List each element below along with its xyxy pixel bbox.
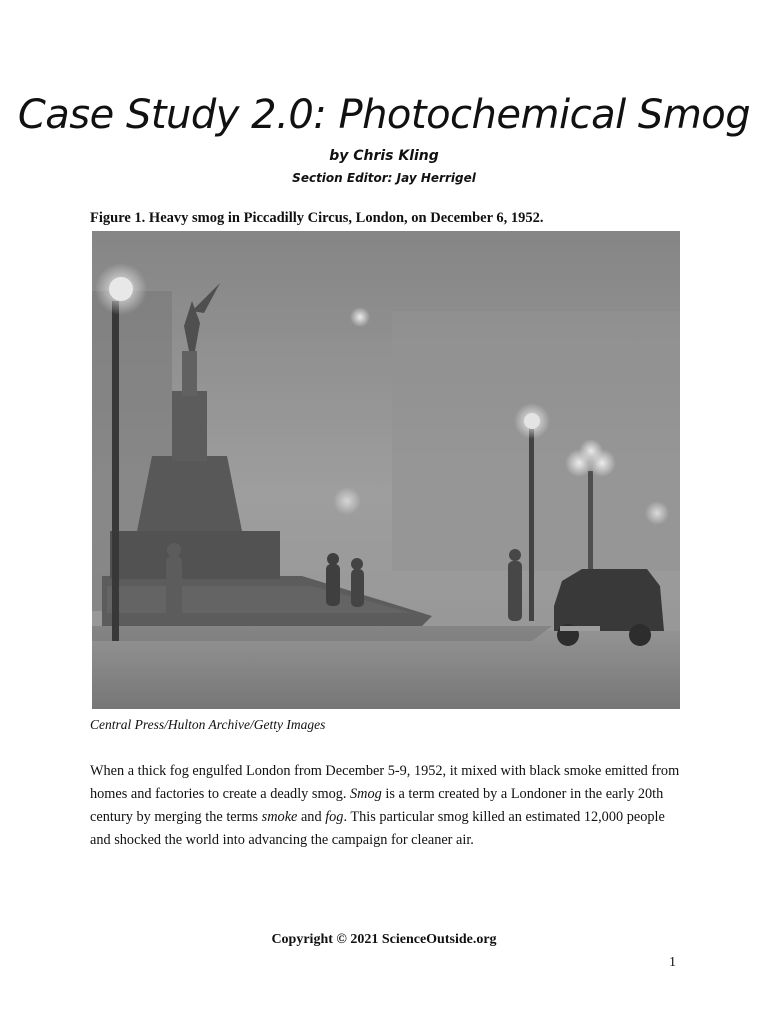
body-text-part: is a term created by a Londoner in the early 20th century by merging the terms — [90, 786, 664, 825]
body-text-part: . This particular smog killed an estimated 12,000 people and shocked the world into advancing the campaign for cleaner air. — [90, 809, 665, 848]
smog-photograph — [92, 231, 680, 709]
body-text-part: When a thick fog engulfed London from December 5-9, 1952, it mixed with black smoke emitted from homes and factories to create a deadly smog. — [90, 763, 680, 802]
author-byline: by Chris Kling — [329, 148, 439, 164]
page-number: 1 — [669, 955, 676, 970]
document-title: Case Study 2.0: Photochemical Smog — [17, 92, 751, 138]
term-smog: Smog — [350, 786, 382, 802]
photo-credit: Central Press/Hulton Archive/Getty Images — [90, 717, 326, 732]
body-paragraph — [90, 760, 680, 852]
term-fog: fog — [325, 809, 344, 825]
section-editor: Section Editor: Jay Herrigel — [292, 171, 476, 185]
term-smoke: smoke — [261, 809, 298, 825]
figure-caption: Figure 1. Heavy smog in Piccadilly Circus, London, on December 6, 1952. — [90, 210, 544, 226]
body-text-part: and — [297, 809, 326, 825]
copyright-notice: Copyright © 2021 ScienceOutside.org — [271, 932, 497, 947]
